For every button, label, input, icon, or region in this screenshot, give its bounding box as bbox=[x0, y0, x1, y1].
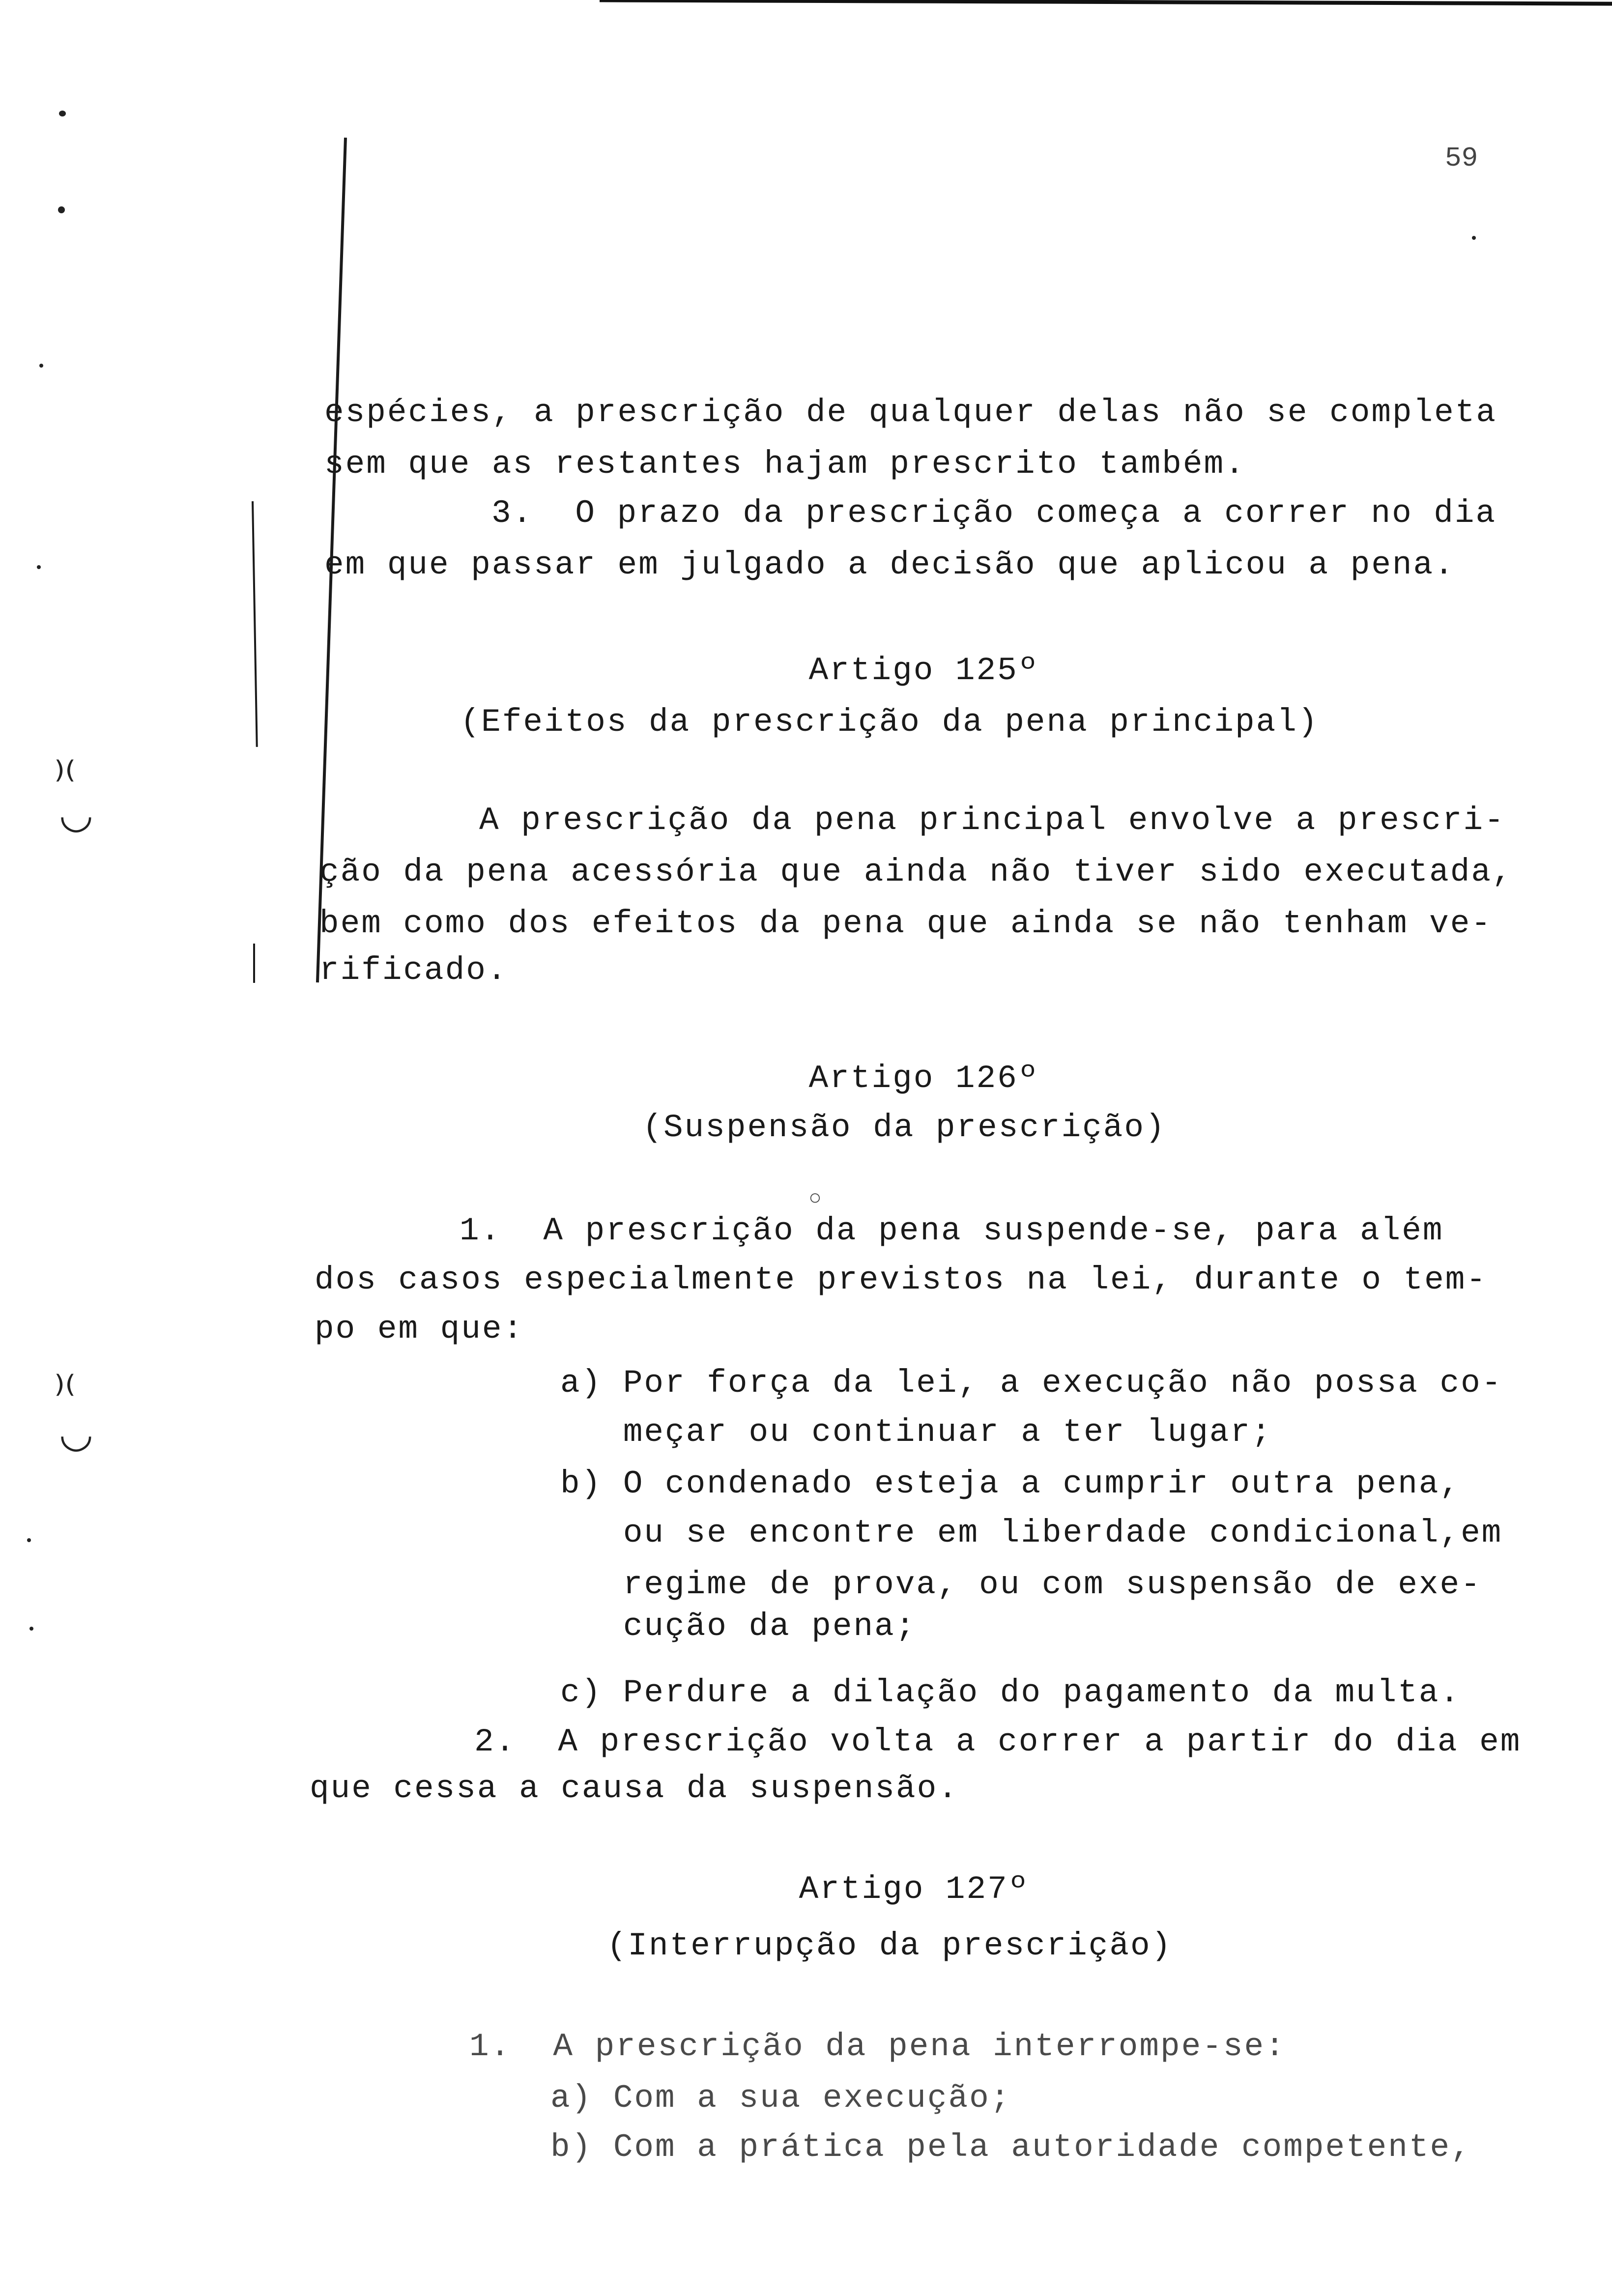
speck bbox=[1472, 236, 1476, 240]
text-line: dos casos especialmente previstos na lei, durante o tem- bbox=[315, 1262, 1487, 1298]
text-line: que cessa a causa da suspensão. bbox=[310, 1770, 959, 1807]
text-line: sem que as restantes hajam prescrito também. bbox=[324, 446, 1246, 483]
speck bbox=[29, 1627, 33, 1631]
text-line: espécies, a prescrição de qualquer delas não se completa bbox=[324, 394, 1497, 431]
list-item: b) Com a prática pela autoridade competente, bbox=[550, 2129, 1472, 2166]
circle-mark-icon: ○ bbox=[808, 1187, 823, 1211]
text-line: po em que: bbox=[315, 1311, 524, 1348]
margin-rule-short bbox=[252, 501, 258, 747]
margin-mark-icon: ◡ bbox=[59, 1410, 93, 1456]
text-line: bem como dos efeitos da pena que ainda se não tenham ve- bbox=[319, 905, 1492, 942]
speck bbox=[27, 1538, 31, 1542]
article-heading: Artigo 125º bbox=[808, 652, 1039, 689]
top-edge-line bbox=[600, 0, 1612, 6]
list-item: a) Com a sua execução; bbox=[550, 2080, 1011, 2117]
list-item: regime de prova, ou com suspensão de exe- bbox=[560, 1566, 1482, 1603]
speck bbox=[37, 565, 41, 569]
speck bbox=[59, 111, 66, 116]
article-subtitle: (Suspensão da prescrição) bbox=[642, 1109, 1166, 1146]
article-heading: Artigo 126º bbox=[808, 1060, 1039, 1097]
list-item: cução da pena; bbox=[560, 1608, 917, 1645]
list-item: ou se encontre em liberdade condicional,em bbox=[560, 1515, 1503, 1551]
article-subtitle: (Efeitos da prescrição da pena principal) bbox=[460, 704, 1319, 741]
text-line: 1. A prescrição da pena suspende-se, para além bbox=[460, 1212, 1444, 1249]
list-item: meçar ou continuar a ter lugar; bbox=[560, 1414, 1272, 1451]
margin-mark-icon: ⁾⁽ bbox=[54, 1366, 76, 1418]
text-line: ção da pena acessória que ainda não tiver sido executada, bbox=[319, 854, 1513, 890]
margin-mark-icon: ⁾⁽ bbox=[54, 752, 76, 804]
list-item: b) O condenado esteja a cumprir outra pena, bbox=[560, 1465, 1461, 1502]
margin-mark-icon: ◡ bbox=[59, 791, 93, 837]
text-line: A prescrição da pena principal envolve a prescri- bbox=[479, 802, 1505, 839]
list-item: c) Perdure a dilação do pagamento da multa. bbox=[560, 1674, 1461, 1711]
text-line: 2. A prescrição volta a correr a partir do dia em bbox=[474, 1723, 1522, 1760]
article-subtitle: (Interrupção da prescrição) bbox=[606, 1927, 1173, 1964]
text-line: 1. A prescrição da pena interrompe-se: bbox=[469, 2028, 1286, 2065]
article-heading: Artigo 127º bbox=[799, 1871, 1030, 1908]
text-line: em que passar em julgado a decisão que aplicou a pena. bbox=[324, 546, 1455, 583]
speck bbox=[39, 364, 43, 368]
text-line: 3. O prazo da prescrição começa a correr no dia bbox=[491, 495, 1497, 532]
text-line: rificado. bbox=[319, 952, 508, 989]
list-item: a) Por força da lei, a execução não possa co- bbox=[560, 1365, 1503, 1402]
speck bbox=[58, 206, 65, 213]
page-number: 59 bbox=[1445, 143, 1478, 174]
margin-rule-tick bbox=[253, 944, 255, 983]
